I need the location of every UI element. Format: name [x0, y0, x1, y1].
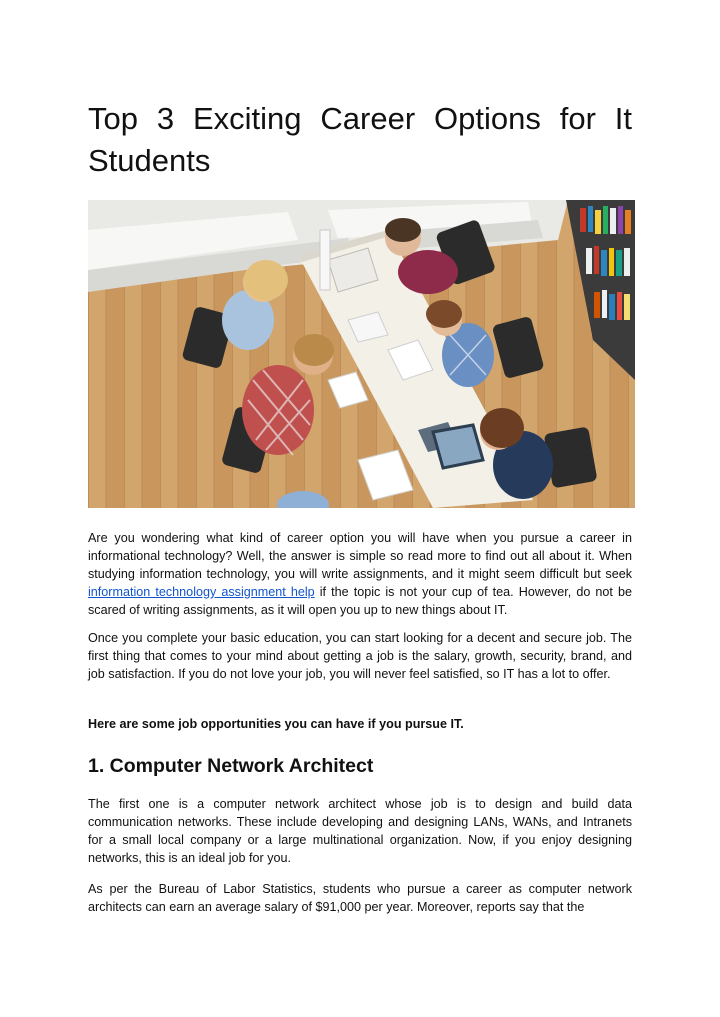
intro-text-end: if the topic is not your cup of tea. However, do not be scared of writing assignments, as it will open you up to new things about IT. — [88, 585, 632, 617]
students-photo — [88, 200, 635, 508]
intro-text-start: Are you wondering what kind of career option you will have when you pursue a career in informational technology? Well, the answer is simple so read more to find out all about it. When studying information technology, you will write assignments, and it might seem difficult but seek — [88, 531, 632, 581]
salary-paragraph: As per the Bureau of Labor Statistics, students who pursue a career as computer network architects can earn an average salary of $91,000 per year. Moreover, reports say that the — [88, 882, 632, 914]
it-assignment-help-link[interactable]: information technology assignment help — [88, 585, 315, 599]
opportunities-intro: Here are some job opportunities you can have if you pursue IT. — [88, 717, 464, 731]
education-paragraph: Once you complete your basic education, you can start looking for a decent and secure job. The first thing that comes to your mind about getting a job is the salary, growth, security, brand, and job satisfaction. If you do not love your job, you will never feel satisfied, so IT has a lot to offer. — [88, 631, 632, 681]
page-title: Top 3 Exciting Career Options for It Students — [88, 101, 632, 178]
network-architect-paragraph: The first one is a computer network architect whose job is to design and build data communication networks. These include developing and designing LANs, WANs, and Intranets for a small local company or a large multinational organization. Now, if you enjoy designing networks, this is an ideal job for you. — [88, 797, 632, 865]
section-heading-network-architect: 1. Computer Network Architect — [88, 755, 374, 777]
intro-paragraph — [88, 529, 632, 619]
